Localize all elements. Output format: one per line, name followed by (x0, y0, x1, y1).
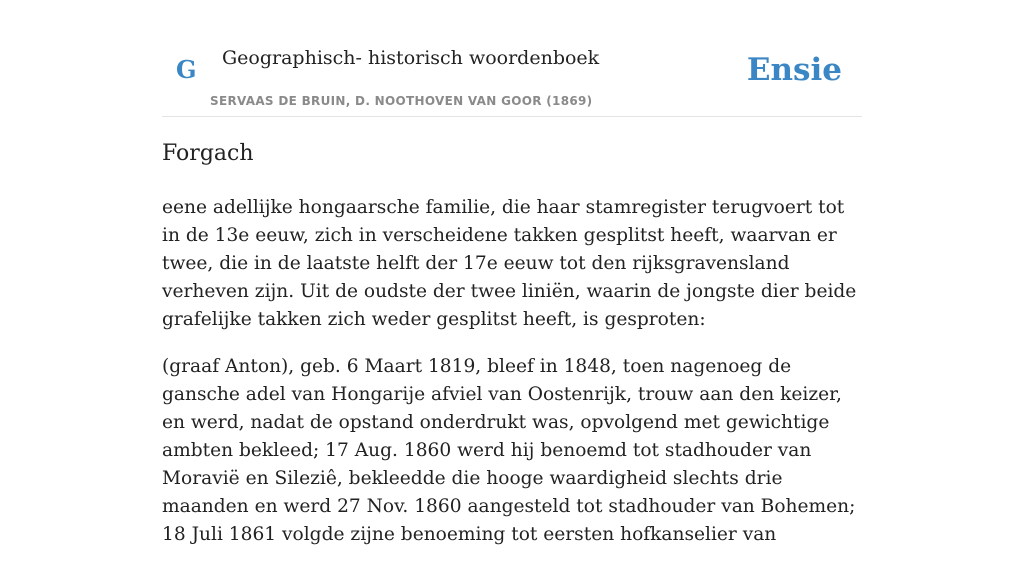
entry-title: Forgach (162, 141, 254, 166)
entry-paragraph: eene adellijke hongaarsche familie, die haar stamregister terugvoert tot in de 13e eeuw, zich in verscheidene takken gesplitst heeft, waarvan er twee, die in de laatste helft der 17e eeuw tot den rijksgravensland verheven zijn. Uit de oudste der twee liniën, waarin de jongste dier beide grafelijke takken zich weder gesplitst heeft, is gesproten: (162, 197, 857, 330)
page-header (162, 0, 862, 117)
book-authors: SERVAAS DE BRUIN, D. NOOTHOVEN VAN GOOR (1869) (210, 94, 593, 108)
site-logo[interactable]: Ensie (746, 52, 842, 88)
book-title[interactable]: Geographisch- historisch woordenboek (222, 47, 600, 69)
index-letter[interactable]: G (176, 55, 197, 84)
entry-content (162, 138, 862, 568)
entry-paragraph: (graaf Anton), geb. 6 Maart 1819, bleef in 1848, toen nagenoeg de gansche adel van Hongarije afviel van Oostenrijk, trouw aan den keizer, en werd, nadat de opstand onderdrukt was, opvolgend met gewichtige ambten bekleed; 17 Aug. 1860 werd hij benoemd tot stadhouder van Moravië en Sileziê, bekleedde die hooge waardigheid slechts drie maanden en werd 27 Nov. 1860 aangesteld tot stadhouder van Bohemen; 18 Juli 1861 volgde zijne benoeming tot eersten hofkanselier van (162, 356, 856, 545)
